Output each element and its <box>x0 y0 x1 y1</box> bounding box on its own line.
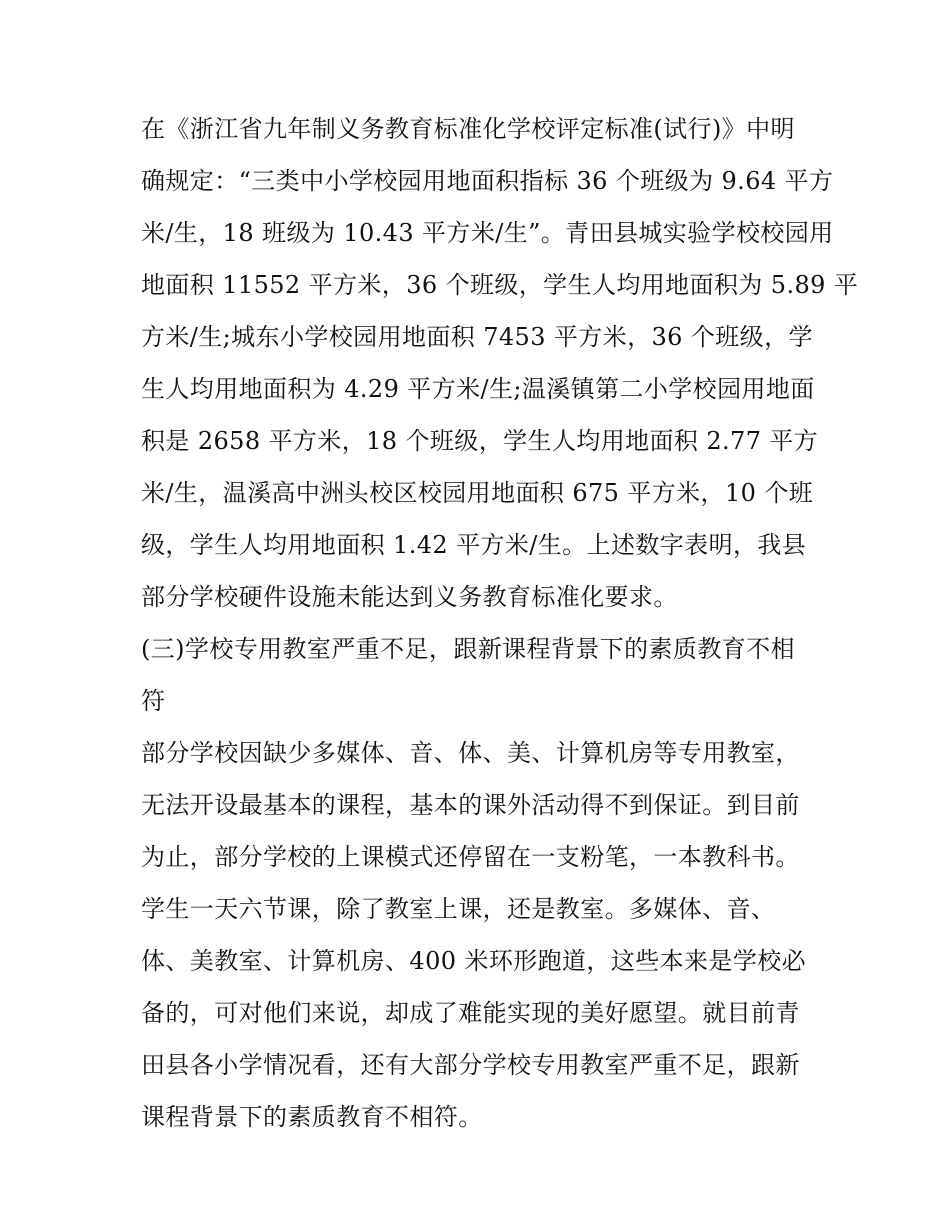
text-line: 在《浙江省九年制义务教育标准化学校评定标准(试行)》中明 <box>141 115 795 143</box>
text-line: 课程背景下的素质教育不相符。 <box>141 1103 483 1131</box>
text-line: 为止，部分学校的上课模式还停留在一支粉笔，一本教科书。 <box>141 843 800 871</box>
text-line: 级，学生人均用地面积 1.42 平方米/生。上述数字表明，我县 <box>141 531 807 559</box>
text-line: 学生一天六节课，除了教室上课，还是教室。多媒体、音、 <box>141 895 776 923</box>
text-line: 地面积 11552 平方米，36 个班级，学生人均用地面积为 5.89 平 <box>141 271 859 299</box>
text-line: 备的，可对他们来说，却成了难能实现的美好愿望。就目前青 <box>141 999 800 1027</box>
text-line: 确规定：“三类中小学校园用地面积指标 36 个班级为 9.64 平方 <box>141 167 834 195</box>
text-line: 生人均用地面积为 4.29 平方米/生;温溪镇第二小学校园用地面 <box>141 375 815 403</box>
text-line: 无法开设最基本的课程，基本的课外活动得不到保证。到目前 <box>141 791 800 819</box>
text-line: 方米/生;城东小学校园用地面积 7453 平方米，36 个班级，学 <box>141 323 813 351</box>
text-line: 米/生，温溪高中洲头校区校园用地面积 675 平方米，10 个班 <box>141 479 814 507</box>
text-line: 田县各小学情况看，还有大部分学校专用教室严重不足，跟新 <box>141 1051 800 1079</box>
text-line: 积是 2658 平方米，18 个班级，学生人均用地面积 2.77 平方 <box>141 427 819 455</box>
text-line: 体、美教室、计算机房、400 米环形跑道，这些本来是学校必 <box>141 947 807 975</box>
section-heading-line: 符 <box>141 687 166 715</box>
text-line: 部分学校硬件设施未能达到义务教育标准化要求。 <box>141 583 678 611</box>
section-heading-line: (三)学校专用教室严重不足，跟新课程背景下的素质教育不相 <box>141 635 795 663</box>
text-line: 部分学校因缺少多媒体、音、体、美、计算机房等专用教室， <box>141 739 800 767</box>
text-line: 米/生，18 班级为 10.43 平方米/生”。青田县城实验学校校园用 <box>141 219 834 247</box>
